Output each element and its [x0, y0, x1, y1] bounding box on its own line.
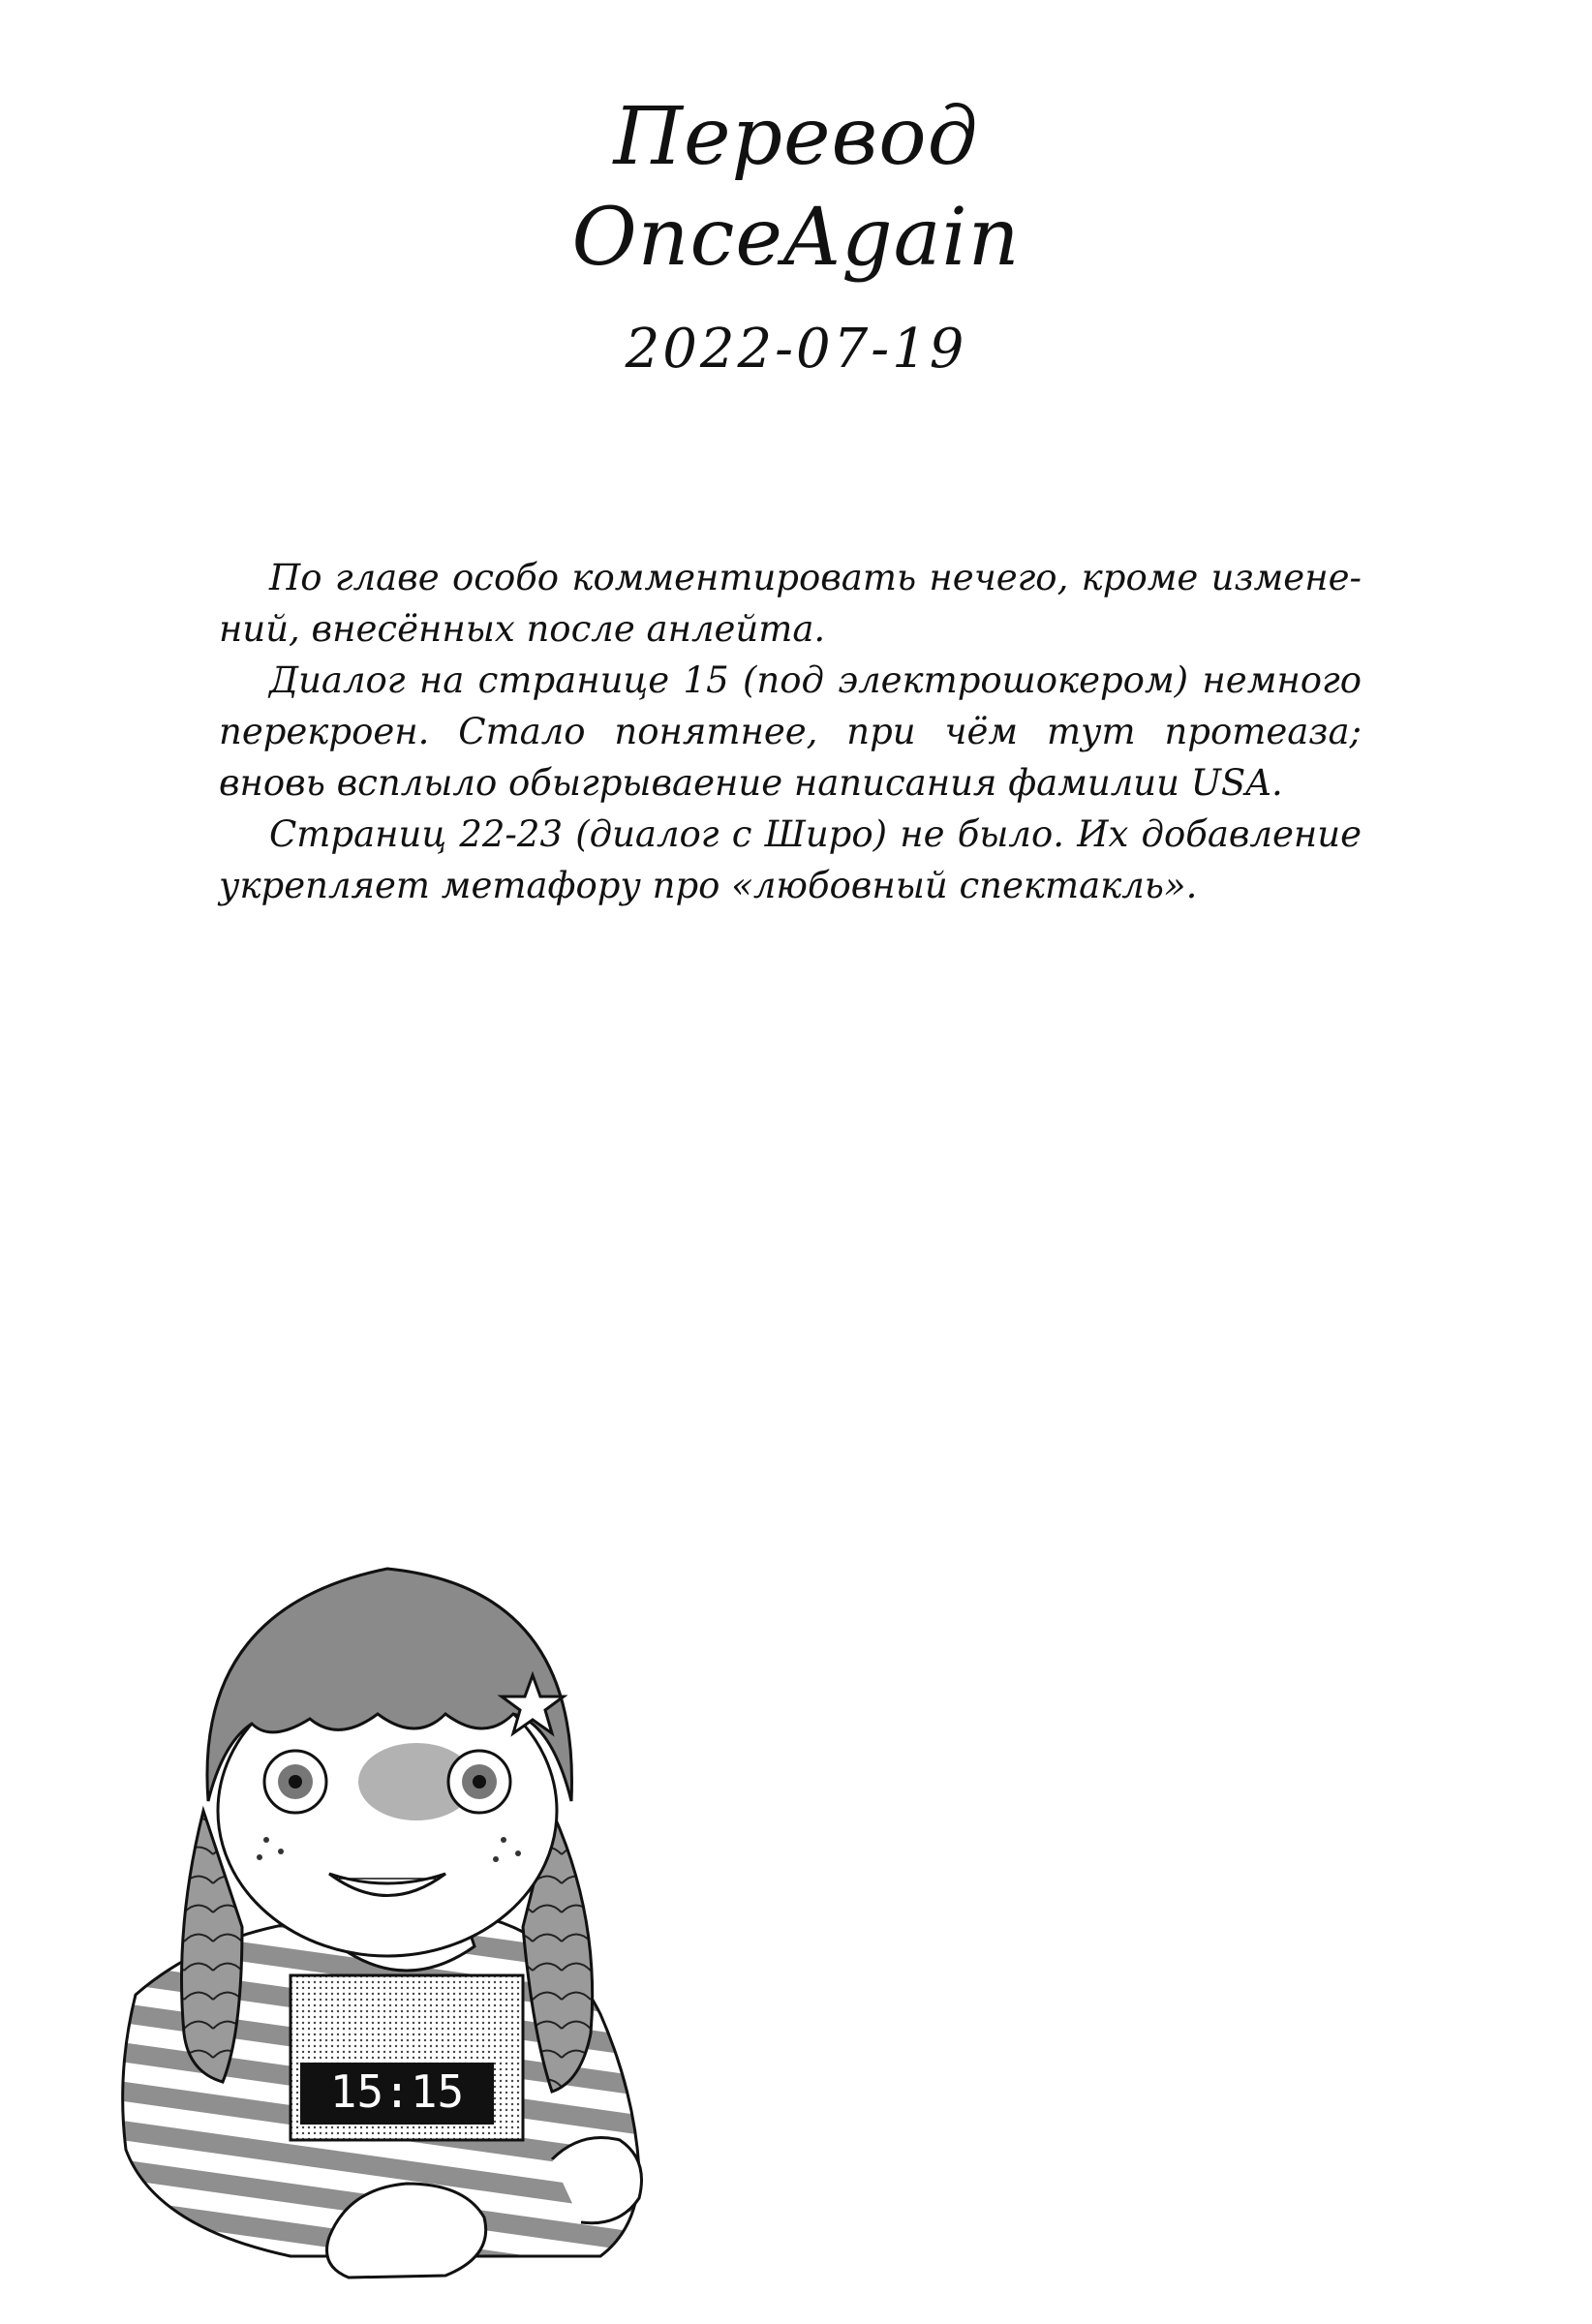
notes-paragraph-1: По главе особо комментировать нечего, кроме изменений, внесённых после анлейта.	[219, 557, 1362, 650]
date-line: 2022-07-19	[625, 318, 967, 381]
overall-bib	[291, 1975, 523, 2140]
clock-display-text: 15:15	[329, 2065, 465, 2118]
translator-notes	[219, 552, 1362, 911]
notes-paragraph-3: Страниц 22-23 (диалог с Широ) не было. Их добавление укрепляет метафору про «любовный спектакль».	[219, 813, 1362, 906]
girl-illustration	[97, 1491, 736, 2305]
title-line-2: OnceAgain	[571, 192, 1021, 284]
notes-paragraph-2: Диалог на странице 15 (под электрошокером) немного перекроен. Стало понятнее, при чём тут протеаза; вновь всплыло обыгрываение написания фамилии USA.	[219, 659, 1362, 804]
title-line-1: Перевод	[613, 91, 979, 183]
